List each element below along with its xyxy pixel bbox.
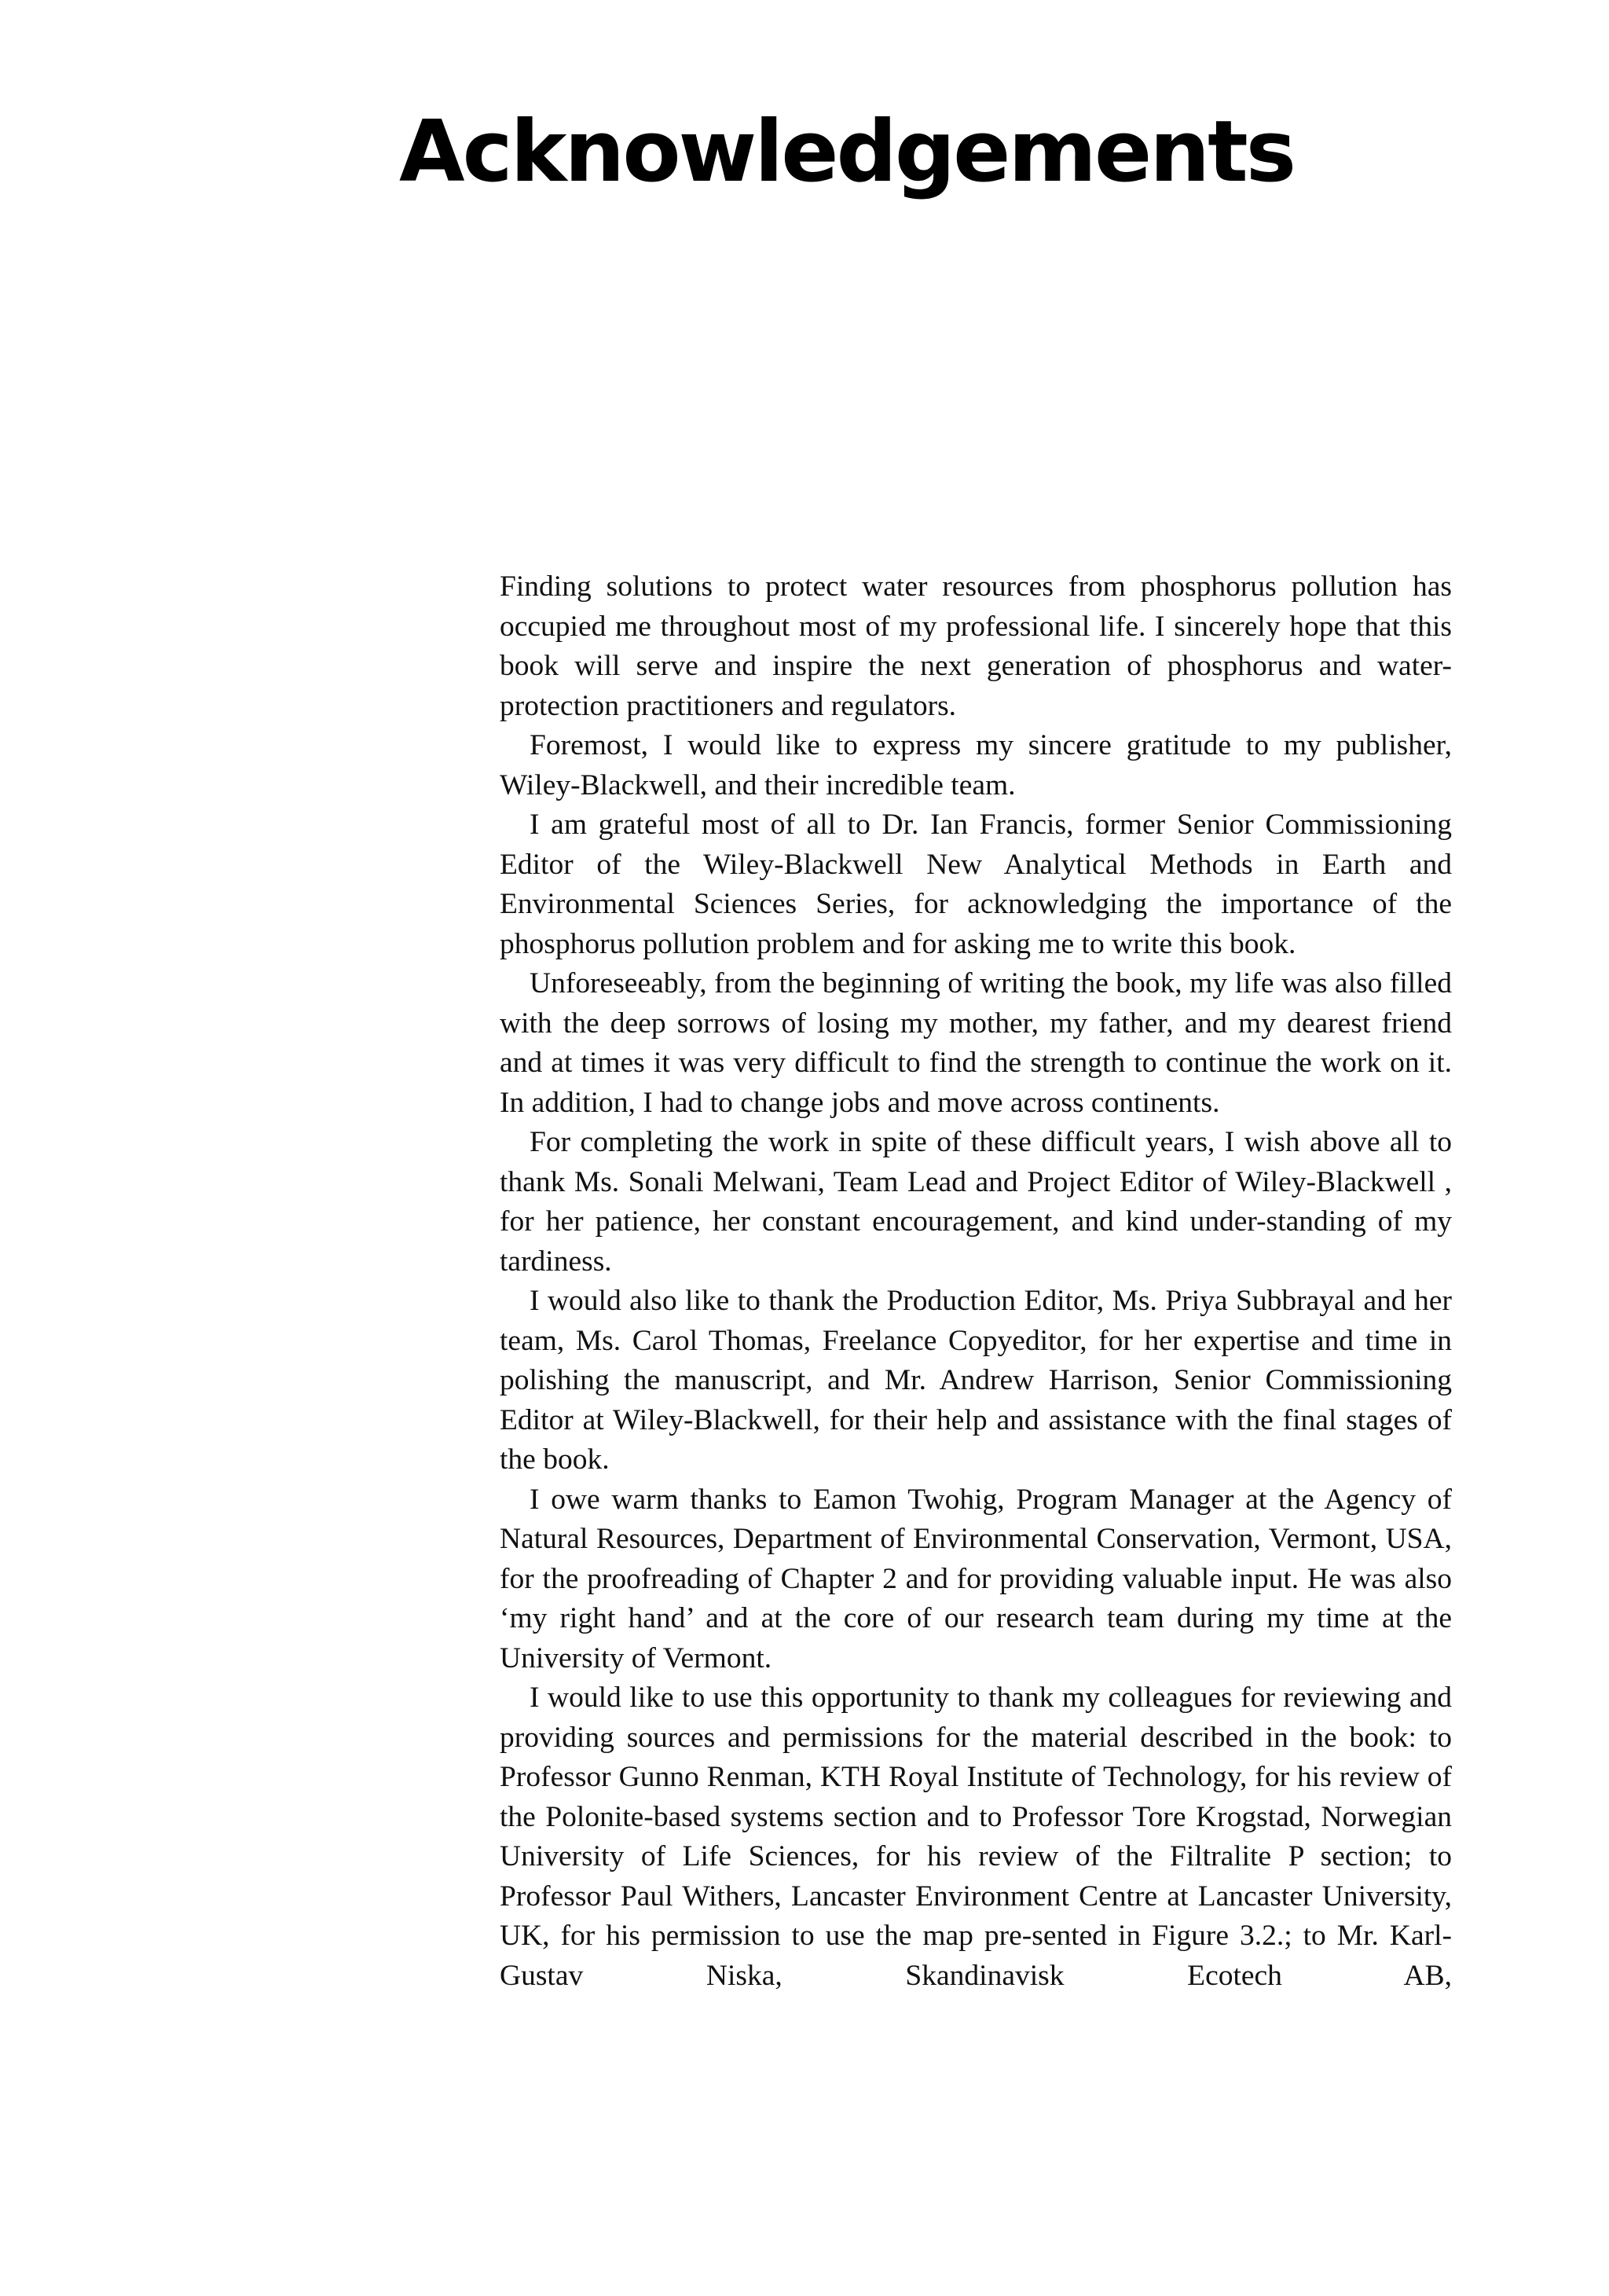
paragraph: Finding solutions to protect water resources from phosphorus pollution has occupied me throughout most of my professional life. I sincerely hope that this book will serve and inspire the next generation of phosphorus and water-protection practitioners and regulators. [500, 570, 1452, 722]
paragraph: For completing the work in spite of these difficult years, I wish above all to thank Ms. Sonali Melwani, Team Lead and Project Editor of Wiley-Blackwell , for her patience, her constant encouragement, and kind under-standing of my tardiness. [500, 1126, 1452, 1278]
acknowledgements-body [500, 567, 1452, 1996]
paragraph: I would also like to thank the Production Editor, Ms. Priya Subbrayal and her team, Ms. Carol Thomas, Freelance Copyeditor, for her expertise and time in polishing the manuscript, and Mr. Andrew Harrison, Senior Commissioning Editor at Wiley-Blackwell, for their help and assistance with the final stages of the book. [500, 1285, 1452, 1476]
paragraph: I owe warm thanks to Eamon Twohig, Program Manager at the Agency of Natural Resources, Department of Environmental Conservation, Vermont, USA, for the proofreading of Chapter 2 and for providing valuable input. He was also ‘my right hand’ and at the core of our research team during my time at the University of Vermont. [500, 1483, 1452, 1674]
paragraph: Foremost, I would like to express my sincere gratitude to my publisher, Wiley-Blackwell, and their incredible team. [500, 729, 1452, 801]
paragraph: Unforeseeably, from the beginning of writing the book, my life was also filled with the deep sorrows of losing my mother, my father, and my dearest friend and at times it was very difficult to find the strength to continue the work on it. In addition, I had to change jobs and move across continents. [500, 967, 1452, 1119]
paragraph: I am grateful most of all to Dr. Ian Francis, former Senior Commissioning Editor of the Wiley-Blackwell New Analytical Methods in Earth and Environmental Sciences Series, for acknowledging the importance of the phosphorus pollution problem and for asking me to write this book. [500, 809, 1452, 960]
page-title: Acknowledgements [399, 103, 1294, 201]
paragraph: I would like to use this opportunity to thank my colleagues for reviewing and providing sources and permissions for the material described in the book: to Professor Gunno Renman, KTH Royal Institute of Technology, for his review of the Polonite-based systems section and to Professor Tore Krogstad, Norwegian University of Life Sciences, for his review of the Filtralite P section; to Professor Paul Withers, Lancaster Environment Centre at Lancaster University, UK, for his permission to use the map pre-sented in Figure 3.2.; to Mr. Karl-Gustav Niska, Skandinavisk Ecotech AB, [500, 1682, 1452, 1992]
